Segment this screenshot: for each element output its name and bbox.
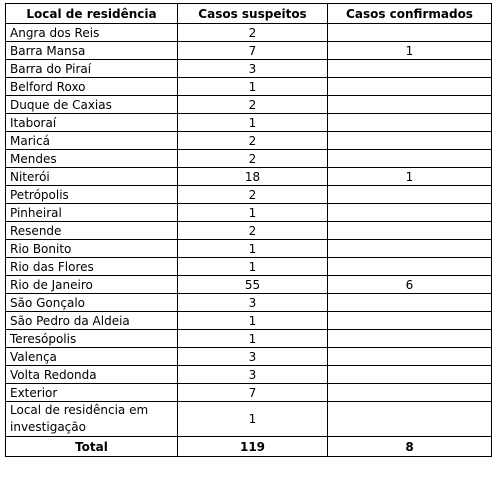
table-row [6, 366, 492, 384]
table-row [6, 330, 492, 348]
cell-local: Duque de Caxias [6, 96, 178, 114]
cell-suspeitos: 1 [178, 312, 328, 330]
table-row [6, 24, 492, 42]
cell-confirmados [328, 24, 492, 42]
cell-suspeitos: 7 [178, 42, 328, 60]
cell-suspeitos: 2 [178, 96, 328, 114]
cell-suspeitos: 1 [178, 402, 328, 437]
cell-suspeitos: 3 [178, 60, 328, 78]
header-suspeitos: Casos suspeitos [178, 4, 328, 24]
total-suspeitos: 119 [178, 437, 328, 457]
cell-suspeitos: 2 [178, 132, 328, 150]
cell-suspeitos: 1 [178, 204, 328, 222]
cases-table [5, 3, 492, 457]
cell-local: Belford Roxo [6, 78, 178, 96]
cell-local: Niterói [6, 168, 178, 186]
cell-confirmados [328, 78, 492, 96]
table-row [6, 96, 492, 114]
cell-local: Pinheiral [6, 204, 178, 222]
table-row [6, 150, 492, 168]
total-row [6, 437, 492, 457]
table-row [6, 258, 492, 276]
table-row [6, 312, 492, 330]
cases-table-container [5, 3, 492, 457]
cell-local: Exterior [6, 384, 178, 402]
cell-confirmados [328, 204, 492, 222]
cell-confirmados [328, 114, 492, 132]
cell-confirmados [328, 258, 492, 276]
cell-local: Itaboraí [6, 114, 178, 132]
cell-local: Local de residência em investigação [6, 402, 178, 437]
cell-confirmados [328, 240, 492, 258]
cell-suspeitos: 3 [178, 366, 328, 384]
cell-confirmados [328, 348, 492, 366]
table-row [6, 222, 492, 240]
cell-local: Angra dos Reis [6, 24, 178, 42]
cell-confirmados [328, 402, 492, 437]
cell-confirmados [328, 96, 492, 114]
cell-suspeitos: 1 [178, 258, 328, 276]
table-row [6, 114, 492, 132]
table-row [6, 294, 492, 312]
cell-local: Maricá [6, 132, 178, 150]
cell-local: Teresópolis [6, 330, 178, 348]
cell-suspeitos: 3 [178, 348, 328, 366]
table-row [6, 240, 492, 258]
cell-local: São Gonçalo [6, 294, 178, 312]
cell-suspeitos: 1 [178, 240, 328, 258]
cell-local: São Pedro da Aldeia [6, 312, 178, 330]
table-row [6, 42, 492, 60]
cell-local: Rio das Flores [6, 258, 178, 276]
table-row [6, 78, 492, 96]
cell-suspeitos: 1 [178, 78, 328, 96]
table-row [6, 384, 492, 402]
cell-suspeitos: 1 [178, 330, 328, 348]
cell-suspeitos: 1 [178, 114, 328, 132]
header-local: Local de residência [6, 4, 178, 24]
header-row [6, 4, 492, 24]
cell-confirmados [328, 222, 492, 240]
cell-local: Valença [6, 348, 178, 366]
table-row [6, 348, 492, 366]
cell-local: Volta Redonda [6, 366, 178, 384]
cell-confirmados [328, 60, 492, 78]
cell-confirmados [328, 312, 492, 330]
header-confirmados: Casos confirmados [328, 4, 492, 24]
cell-confirmados [328, 366, 492, 384]
cell-confirmados: 1 [328, 42, 492, 60]
table-row [6, 60, 492, 78]
cell-confirmados [328, 330, 492, 348]
cell-confirmados [328, 132, 492, 150]
cell-confirmados [328, 186, 492, 204]
total-label: Total [6, 437, 178, 457]
table-row [6, 204, 492, 222]
table-row [6, 168, 492, 186]
cell-confirmados: 6 [328, 276, 492, 294]
cell-local: Rio Bonito [6, 240, 178, 258]
cell-suspeitos: 18 [178, 168, 328, 186]
cell-suspeitos: 55 [178, 276, 328, 294]
table-row [6, 402, 492, 437]
cell-suspeitos: 7 [178, 384, 328, 402]
cell-local: Rio de Janeiro [6, 276, 178, 294]
table-row [6, 132, 492, 150]
cell-local: Mendes [6, 150, 178, 168]
cell-confirmados: 1 [328, 168, 492, 186]
cell-suspeitos: 3 [178, 294, 328, 312]
cell-confirmados [328, 384, 492, 402]
total-confirmados: 8 [328, 437, 492, 457]
cell-local: Barra do Piraí [6, 60, 178, 78]
table-row [6, 276, 492, 294]
cell-suspeitos: 2 [178, 150, 328, 168]
cell-confirmados [328, 150, 492, 168]
cell-suspeitos: 2 [178, 24, 328, 42]
cell-local: Barra Mansa [6, 42, 178, 60]
table-row [6, 186, 492, 204]
cell-suspeitos: 2 [178, 186, 328, 204]
cell-local: Petrópolis [6, 186, 178, 204]
cell-local: Resende [6, 222, 178, 240]
cell-suspeitos: 2 [178, 222, 328, 240]
cell-confirmados [328, 294, 492, 312]
